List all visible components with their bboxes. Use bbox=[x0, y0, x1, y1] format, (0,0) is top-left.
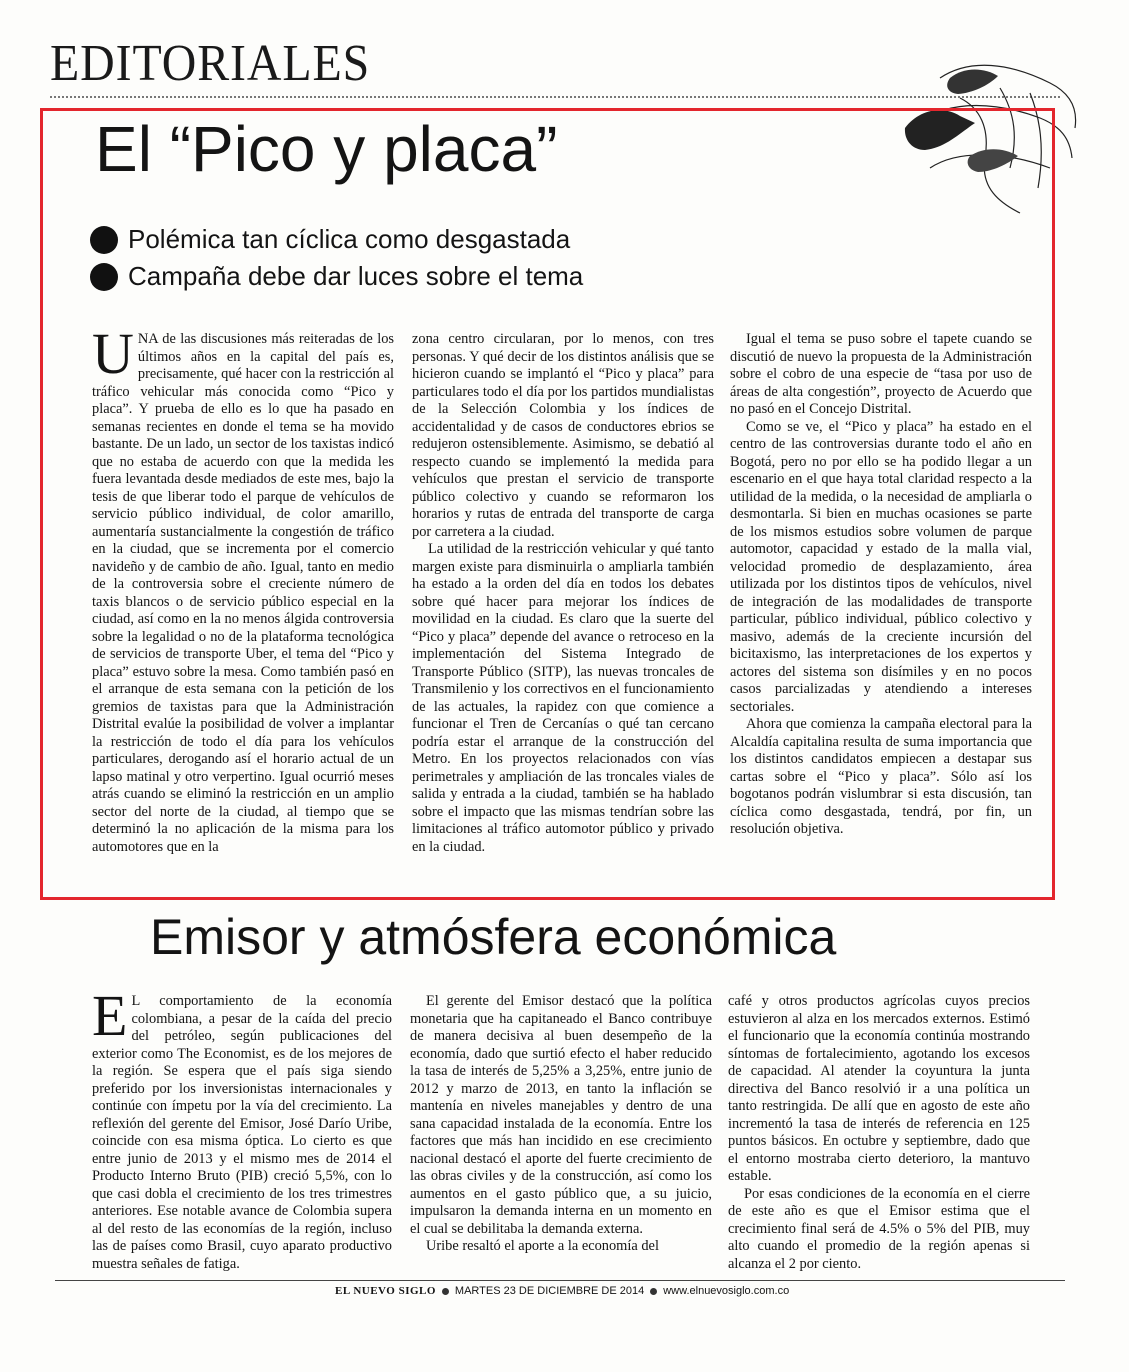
deck-text: Campaña debe dar luces sobre el tema bbox=[128, 261, 584, 291]
website-url: www.elnuevosiglo.com.co bbox=[663, 1285, 790, 1297]
drop-cap: U bbox=[92, 321, 134, 386]
bullet-icon bbox=[650, 1288, 657, 1295]
paragraph: El gerente del Emisor destacó que la política monetaria que ha capitaneado el Banco contribuye de manera decisiva al buen desempeño de la economía, dado que surtió efecto el haber reducido la tasa de interés de 5,25% a 3,25%, entre junio de 2012 y marzo de 2013, en tanto la inflación se mantenía en niveles manejables y dentro de una sana capacidad instalada de la economía. Entre los factores que más han incidido en ese crecimiento nacional destacó el aporte del fuerte crecimiento de las obras civiles y de la construcción, así como los aumentos en el gasto público que, a su juicio, impulsaron la demanda interna en un momento en el cual se debilitaba la demanda externa. bbox=[410, 993, 712, 1237]
paragraph: UNA de las discusiones más reiteradas de los últimos años en la capital del país es, precisamente, qué hacer con la restricción al tráfico vehicular más conocida como “Pico y placa”. Y prueba de ello es lo que ha pasado en semanas recientes en donde el tema se ha movido bastante. De un lado, un sector de los taxistas indicó que no estaba de acuerdo con que la medida les fuera levantada desde mediados de este mes, bajo la tesis de que liberar todo el parque de vehículos de servicio público individual, de color amarillo, aumentaría sustancialmente la congestión de tráfico en la ciudad, que se incrementa por el comercio navideño y de cambio de año. Igual, tanto en medio de la controversia sobre el creciente número de taxis blancos o de servicio público especial en la ciudad, así como en la no menos álgida controversia sobre la legalidad o no de la plataforma tecnológica de servicios de transporte Uber, el tema del “Pico y placa” estuvo sobre la mesa. Como también pasó en el arranque de esta semana con la petición de los gremios de taxistas para que la Administración Distrital evalúe la posibilidad de volver a implantar la restricción de todo el día para los vehículos particulares, derogando así el horario actual de un lapso matinal y otro verpertino. Igual ocurrió meses atrás cuando se eliminó la restricción en un amplio sector del norte de la ciudad, al tiempo que se determinó la no aplicación de la misma para los automotores que en la bbox=[92, 321, 394, 855]
drop-cap: E bbox=[92, 983, 128, 1048]
issue-date: MARTES 23 DE DICIEMBRE DE 2014 bbox=[454, 1285, 645, 1297]
article-column bbox=[92, 983, 392, 1273]
paragraph: zona centro circularan, por lo menos, con tres personas. Y qué decir de los distintos análisis que se hicieron cuando se implantó el “Pico y placa” para particulares todo el día por los partidos mundialistas de la Selección Colombia y los índices de accidentalidad y de casos de conductores ebrios se redujeron ostensiblemente. Asimismo, se debatió al respecto cuando se implementó la medida para vehículos que prestan el servicio de transporte público colectivo y cuando se reformaron los horarios y rutas de entrada del transporte de carga por carretera a la ciudad. bbox=[412, 331, 714, 540]
editorial-headline: El “Pico y placa” bbox=[95, 113, 558, 185]
paragraph: Uribe resaltó el aporte a la economía del bbox=[426, 1238, 659, 1254]
editorial-headline: Emisor y atmósfera económica bbox=[150, 909, 837, 965]
article-column bbox=[92, 321, 394, 856]
article-column bbox=[730, 331, 1032, 839]
bullet-icon bbox=[442, 1288, 449, 1295]
bullet-icon bbox=[90, 263, 118, 291]
deck-line bbox=[90, 261, 583, 292]
article-column bbox=[410, 993, 712, 1256]
deck-text: Polémica tan cíclica como desgastada bbox=[128, 224, 571, 254]
article-column bbox=[412, 331, 714, 856]
deck-line bbox=[90, 224, 570, 255]
paragraph: café y otros productos agrícolas cuyos precios estuvieron al alza en los mercados externos. Estimó el funcionario que la economía continúa mostrando síntomas de fortalecimiento, agotando los excesos de capacidad. Al atender la coyuntura la junta directiva del Banco resolvió ir a una política un tanto restringida. De allí que en agosto de este año incrementó la tasa de interés de referencia en 125 puntos básicos. En octubre y septiembre, dado que el entorno mostraba cierto deterioro, la mantuvo estable. bbox=[728, 993, 1030, 1184]
section-title: EDITORIALES bbox=[50, 35, 371, 92]
paragraph: Ahora que comienza la campaña electoral para la Alcaldía capitalina resulta de suma importancia que los distintos candidatos empiecen a destapar sus cartas sobre el “Pico y placa”. Sólo así los bogotanos podrán vislumbrar si esta discusión, tan cíclica como desgastada, tendrá, por fin, un resolución objetiva. bbox=[730, 716, 1032, 837]
paragraph: Como se ve, el “Pico y placa” ha estado en el centro de las controversias durante todo el año en Bogotá, pero no por ello se ha podido llegar a un escenario en el que haya total claridad respecto a la utilidad de la medida, o la necesidad de ampliarla o desmontarla. Si bien en muchas ocasiones se parte de los mismos estudios sobre volumen de parque automotor, capacidad y estado de la malla vial, velocidad promedio de desplazamiento, área utilizada por los distintos tipos de vehículos, nivel de integración de las modalidades de transporte particular, público individual, público colectivo y masivo, además de la creciente incursión del bicitaxismo, las interpretaciones de los expertos y actores del sistema son disímiles y en no pocos casos parcializadas y atendiendo a intereses sectoriales. bbox=[730, 418, 1032, 715]
footer-rule bbox=[55, 1280, 1065, 1281]
publication-name: EL NUEVO SIGLO bbox=[335, 1285, 436, 1297]
bullet-icon bbox=[90, 226, 118, 254]
page-footer bbox=[335, 1285, 789, 1297]
paragraph: La utilidad de la restricción vehicular y qué tanto margen existe para disminuirla o ampliarla también ha estado a la orden del día en todos los debates sobre qué hacer para mejorar los índices de movilidad en la ciudad. Es claro que la suerte del “Pico y placa” depende del avance o retroceso en la implementación del Sistema Integrado de Transporte Público (SITP), las nuevas troncales de Transmilenio y los correctivos en el funcionamiento de las actuales, la rapidez con que comience a funcionar el Tren de Cercanías o qué tan cercano podría estar el arranque de la construcción del Metro. En los proyectos relacionados con vías perimetrales y ampliación de las troncales viales de salida y entrada a la ciudad, también se ha hablado sobre el impacto que las mismas tendrían sobre las limitaciones al tráfico automotor público y privado en la ciudad. bbox=[412, 541, 714, 855]
paragraph: Igual el tema se puso sobre el tapete cuando se discutió de nuevo la propuesta de la Administración sobre el cobro de una especie de “tasa por uso de áreas de alta congestión”, proyecto de Acuerdo que no pasó en el Concejo Distrital. bbox=[730, 331, 1032, 417]
paragraph: E L comportamiento de la economía colombiana, a pesar de la caída del precio del petróleo, según publicaciones del exterior como The Economist, es de los mejores de la región. Se espera que el país siga siendo preferido por los inversionistas internacionales y continúe con ímpetu por la vía del crecimiento. La reflexión del gerente del Emisor, José Darío Uribe, coincide con esa misma óptica. Lo cierto es que entre junio de 2013 y el mismo mes de 2014 el Producto Interno Bruto (PIB) creció 5,5%, con lo que casi dobla el crecimiento de los tres trimestres anteriores. Ese notable avance de Colombia supera al del resto de las economías de la región, incluso las de países como Brasil, cuyo aparato productivo muestra señales de fatiga. bbox=[92, 983, 392, 1272]
paragraph: Por esas condiciones de la economía en el cierre de este año es que el Emisor estima que el crecimiento final será de 4.5% o 5% del PIB, muy alto cuando el promedio de la región apenas si alcanza el 2 por ciento. bbox=[728, 1185, 1030, 1272]
article-column bbox=[728, 993, 1030, 1273]
